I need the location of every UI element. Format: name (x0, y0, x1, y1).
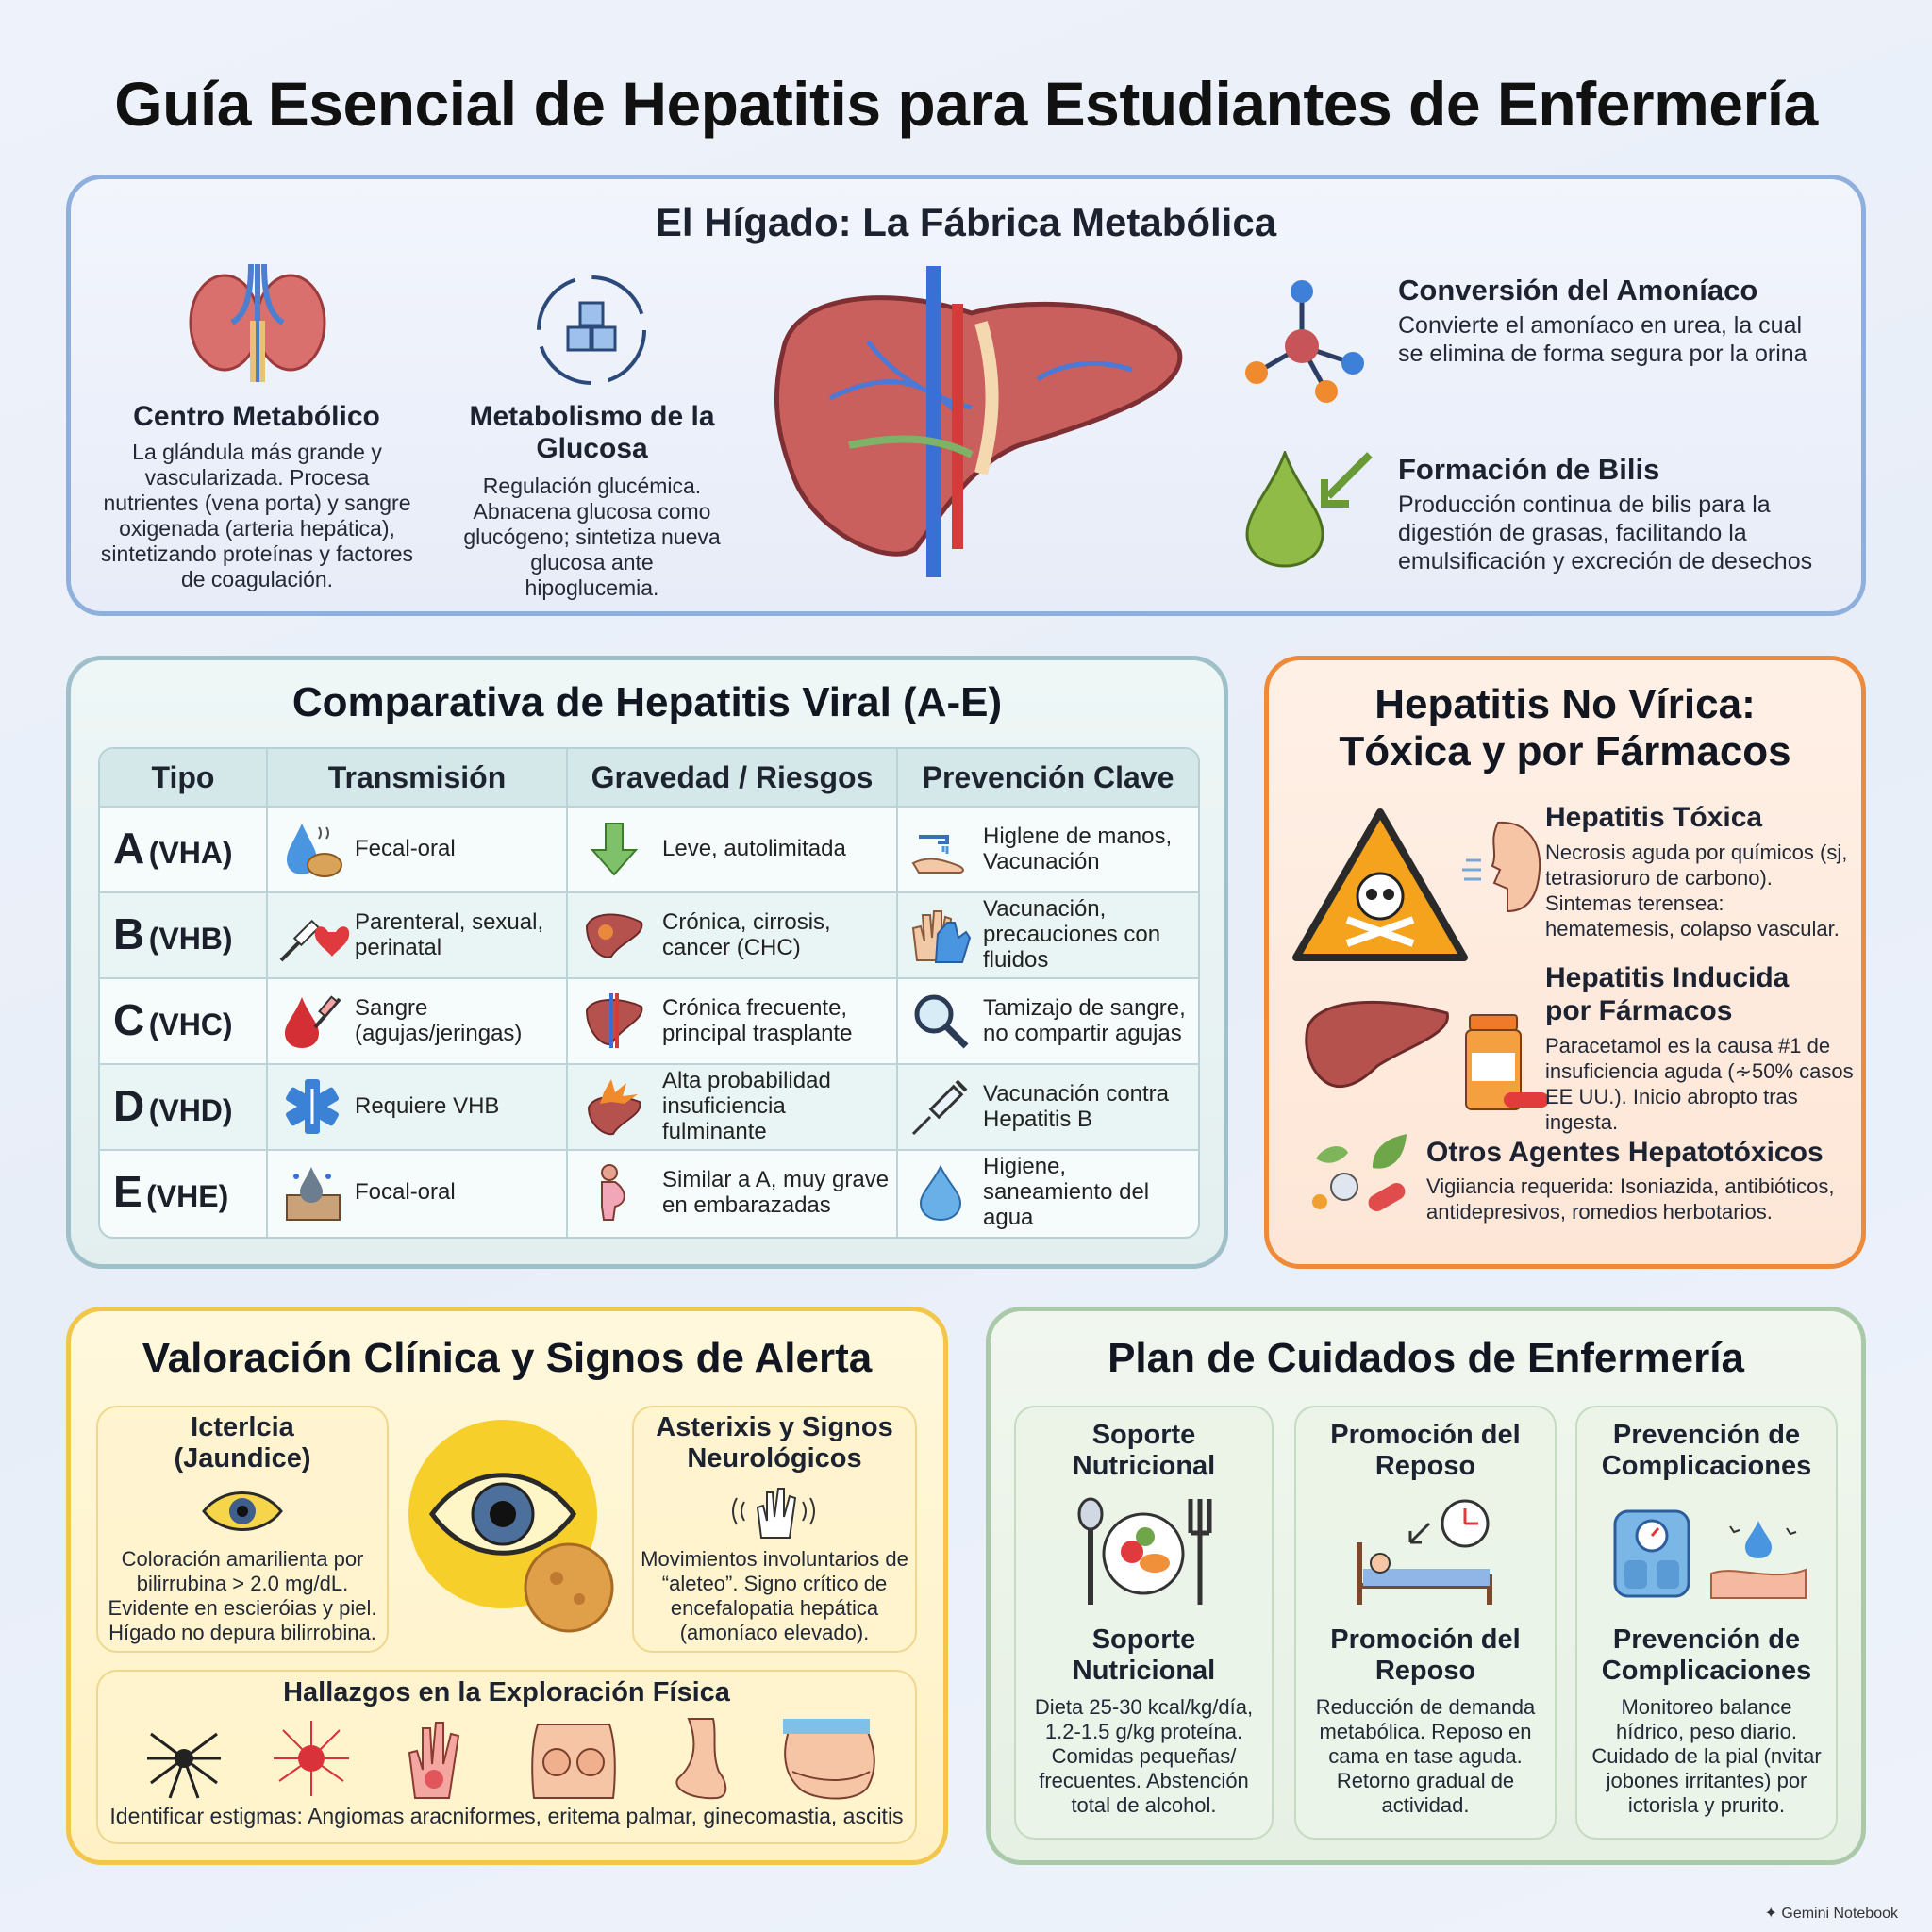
jaundice-title-line2: (Jaundice) (174, 1443, 311, 1474)
toxica-text: Necrosis aguda por químicos (sj, tetrasioruro de carbono). Sintemas terensea: hematemesis, colapso vascular. (1545, 841, 1848, 941)
complications-head-line1: Prevención de (1612, 1420, 1801, 1450)
clinical-title: Valoración Clínica y Signos de Alerta (142, 1335, 873, 1381)
contaminated-water-icon (281, 1161, 343, 1224)
gloves-icon (909, 904, 972, 966)
vascular-spider-icon (274, 1721, 349, 1796)
type-e: E (VHE) (113, 1167, 229, 1216)
rest-text: Reducción de demanda metabólica. Reposo en cama en tase aguda. Retorno gradual de actividad. (1315, 1695, 1536, 1817)
syringe-heart-icon (275, 904, 351, 966)
farmacos-title-line1: Hepatitis Inducida (1545, 962, 1790, 993)
jaundice-text: Coloración amarilienta por bilirrubina > 2.0 mg/dL. Evidente en escieróias y piel. Hígado no depura bilirrobina. (108, 1547, 377, 1644)
col-header-gravedad: Gravedad / Riesgos (591, 760, 874, 794)
care-plan-title: Plan de Cuidados de Enfermería (1108, 1335, 1744, 1381)
syringe-icon (909, 1075, 972, 1138)
viral-comparison-table (98, 747, 1200, 1239)
toxica-title: Hepatitis Tóxica (1545, 802, 1763, 833)
liver-illustration (755, 266, 1189, 577)
asterixis-title-line2: Neurológicos (687, 1443, 862, 1474)
prevention-c: Tamizajo de sangre, no compartir agujas (983, 994, 1186, 1046)
bed-rest-icon (1354, 1495, 1495, 1608)
type-a: A (VHA) (113, 824, 233, 873)
nutrition-sub-line2: Nutricional (1072, 1656, 1216, 1686)
liver-panel-title: El Hígado: La Fábrica Metabólica (655, 200, 1277, 244)
amoniaco-title: Conversión del Amoníaco (1398, 274, 1758, 307)
farmacos-title-line2: por Fármacos (1545, 995, 1733, 1026)
prevention-e: Higiene, saneamiento del agua (983, 1154, 1150, 1230)
severity-b: Crónica, cirrosis, cancer (CHC) (662, 908, 831, 960)
otros-text: Vigiiancia requerida: Isoniazida, antibióticos, antidepresivos, romedios herbotarios. (1426, 1174, 1835, 1224)
findings-icons-row (142, 1715, 887, 1802)
water-drop-icon (909, 1161, 972, 1224)
centro-title: Centro Metabólico (133, 401, 380, 432)
col-header-tipo: Tipo (151, 760, 215, 794)
page-title: Guía Esencial de Hepatitis para Estudiantes de Enfermería (114, 69, 1818, 139)
type-c: C (VHC) (113, 995, 233, 1044)
kidney-icon (187, 264, 328, 382)
bile-drop-icon (1243, 451, 1374, 569)
plate-cutlery-icon (1075, 1495, 1212, 1608)
col-header-prevencion: Prevención Clave (922, 760, 1174, 794)
centro-text: La glándula más grande y vascularizada. Procesa nutrientes (vena porta) y sangre oxigenada (arteria hepática), sintetizando proteínas y factores de coagulación. (100, 440, 414, 591)
prevention-d: Vacunación contra Hepatitis B (983, 1080, 1170, 1132)
brand-star-icon: ✦ (1764, 1906, 1782, 1922)
nutrition-head-line2: Nutricional (1072, 1451, 1216, 1481)
inhalation-face-icon (1460, 813, 1545, 917)
gynecomastia-icon (532, 1724, 615, 1798)
findings-title: Hallazgos en la Exploración Física (283, 1677, 730, 1707)
jaundice-title-line1: Icterlcia (191, 1412, 294, 1442)
glucosa-title: Metabolismo de la Glucosa (469, 401, 715, 464)
liver-icon (1302, 991, 1453, 1094)
magnifier-icon (909, 990, 972, 1052)
asterixis-text: Movimientos involuntarios de “aleteo”. Signo crítico de encefalopatia hepática (amoníaco elevado). (641, 1547, 908, 1644)
complications-sub-line2: Complicaciones (1601, 1656, 1812, 1686)
medical-star-icon (281, 1075, 343, 1138)
spider-angioma-icon (147, 1734, 221, 1798)
severity-c: Crónica frecuente, principal trasplante (662, 994, 853, 1046)
transmission-e: Focal-oral (355, 1179, 456, 1205)
nutrition-text: Dieta 25-30 kcal/kg/día, 1.2-1.5 g/kg proteína. Comidas pequeñas/ frecuentes. Abstención total de alcohol. (1034, 1695, 1254, 1817)
hazard-skull-icon (1291, 807, 1470, 967)
rest-head-line2: Reposo (1374, 1451, 1476, 1481)
transmission-c: Sangre (agujas/jeringas) (355, 994, 523, 1046)
severity-e: Similar a A, muy grave en embarazadas (662, 1166, 890, 1218)
complications-sub-line1: Prevención de (1612, 1624, 1801, 1655)
jaundice-eye-illustration (404, 1420, 621, 1637)
exploding-liver-icon (583, 1075, 645, 1138)
non-viral-title-line1: Hepatitis No Vírica: (1374, 681, 1756, 727)
severity-a: Leve, autolimitada (662, 836, 846, 861)
col-header-transmision: Transmisión (327, 760, 507, 794)
glucose-cycle-icon (530, 269, 653, 391)
water-food-icon (281, 818, 343, 880)
yellow-eye-icon (200, 1483, 285, 1540)
rest-head-line1: Promoción del (1330, 1420, 1521, 1450)
scale-skin-icon (1611, 1507, 1809, 1602)
molecule-icon (1243, 278, 1368, 406)
nutrition-head-line1: Soporte (1091, 1420, 1196, 1450)
asterixis-title-line1: Asterixis y Signos (656, 1412, 893, 1442)
bilis-title: Formación de Bilis (1398, 453, 1660, 486)
footer-brand (1765, 1904, 1898, 1923)
ascites-icon (783, 1719, 874, 1799)
transmission-d: Requiere VHB (355, 1093, 500, 1119)
herbs-pills-icon (1307, 1130, 1410, 1220)
farmacos-text: Paracetamol es la causa #1 de insuficiencia aguda (∻50% casos EE UU.). Inicio abropto tras ingesta. (1545, 1034, 1854, 1134)
rest-sub-line2: Reposo (1374, 1656, 1476, 1686)
complications-text: Monitoreo balance hídrico, peso diario. Cuidado de la pial (nvitar jobones irritantes) por ictorisla y prurito. (1591, 1695, 1822, 1817)
otros-title: Otros Agentes Hepatotóxicos (1426, 1137, 1824, 1168)
type-b: B (VHB) (113, 909, 233, 958)
damaged-liver-icon (583, 904, 645, 966)
pregnant-woman-icon (583, 1161, 645, 1224)
bilis-text: Producción continua de bilis para la digestión de grasas, facilitando la emulsificación y excreción de desechos (1398, 491, 1813, 575)
liver-vessels-icon (583, 990, 645, 1052)
glucosa-text: Regulación glucémica. Abnacena glucosa como glucógeno; sintetiza nueva glucosa ante hipoglucemia. (463, 474, 721, 600)
pill-bottle-icon (1462, 1009, 1552, 1113)
nutrition-sub-line1: Soporte (1091, 1624, 1196, 1655)
transmission-b: Parenteral, sexual, perinatal (355, 908, 544, 960)
leg-edema-icon (676, 1719, 725, 1798)
amoniaco-text: Convierte el amoníaco en urea, la cual se elimina de forma segura por la orina (1398, 312, 1807, 367)
palmar-erythema-icon (409, 1723, 458, 1798)
prevention-b: Vacunación, precauciones con fluidos (983, 896, 1161, 973)
arrow-down-icon (583, 818, 645, 880)
non-viral-title-line2: Tóxica y por Fármacos (1339, 728, 1791, 774)
footer-text: Gemini Notebook (1781, 1906, 1898, 1922)
transmission-a: Fecal-oral (355, 836, 456, 861)
complications-head-line2: Complicaciones (1601, 1451, 1812, 1481)
blood-syringe-icon (281, 990, 343, 1052)
severity-d: Alta probabilidad insuficiencia fulminante (662, 1068, 831, 1144)
flapping-hand-icon (731, 1483, 816, 1540)
findings-text: Identificar estigmas: Angiomas aracniformes, eritema palmar, ginecomastia, ascitis (109, 1804, 904, 1828)
prevention-a: Higlene de manos, Vacunación (983, 823, 1173, 874)
viral-panel-title: Comparativa de Hepatitis Viral (A-E) (291, 679, 1003, 725)
handwash-icon (909, 818, 972, 880)
rest-sub-line1: Promoción del (1330, 1624, 1521, 1655)
type-d: D (VHD) (113, 1081, 233, 1130)
